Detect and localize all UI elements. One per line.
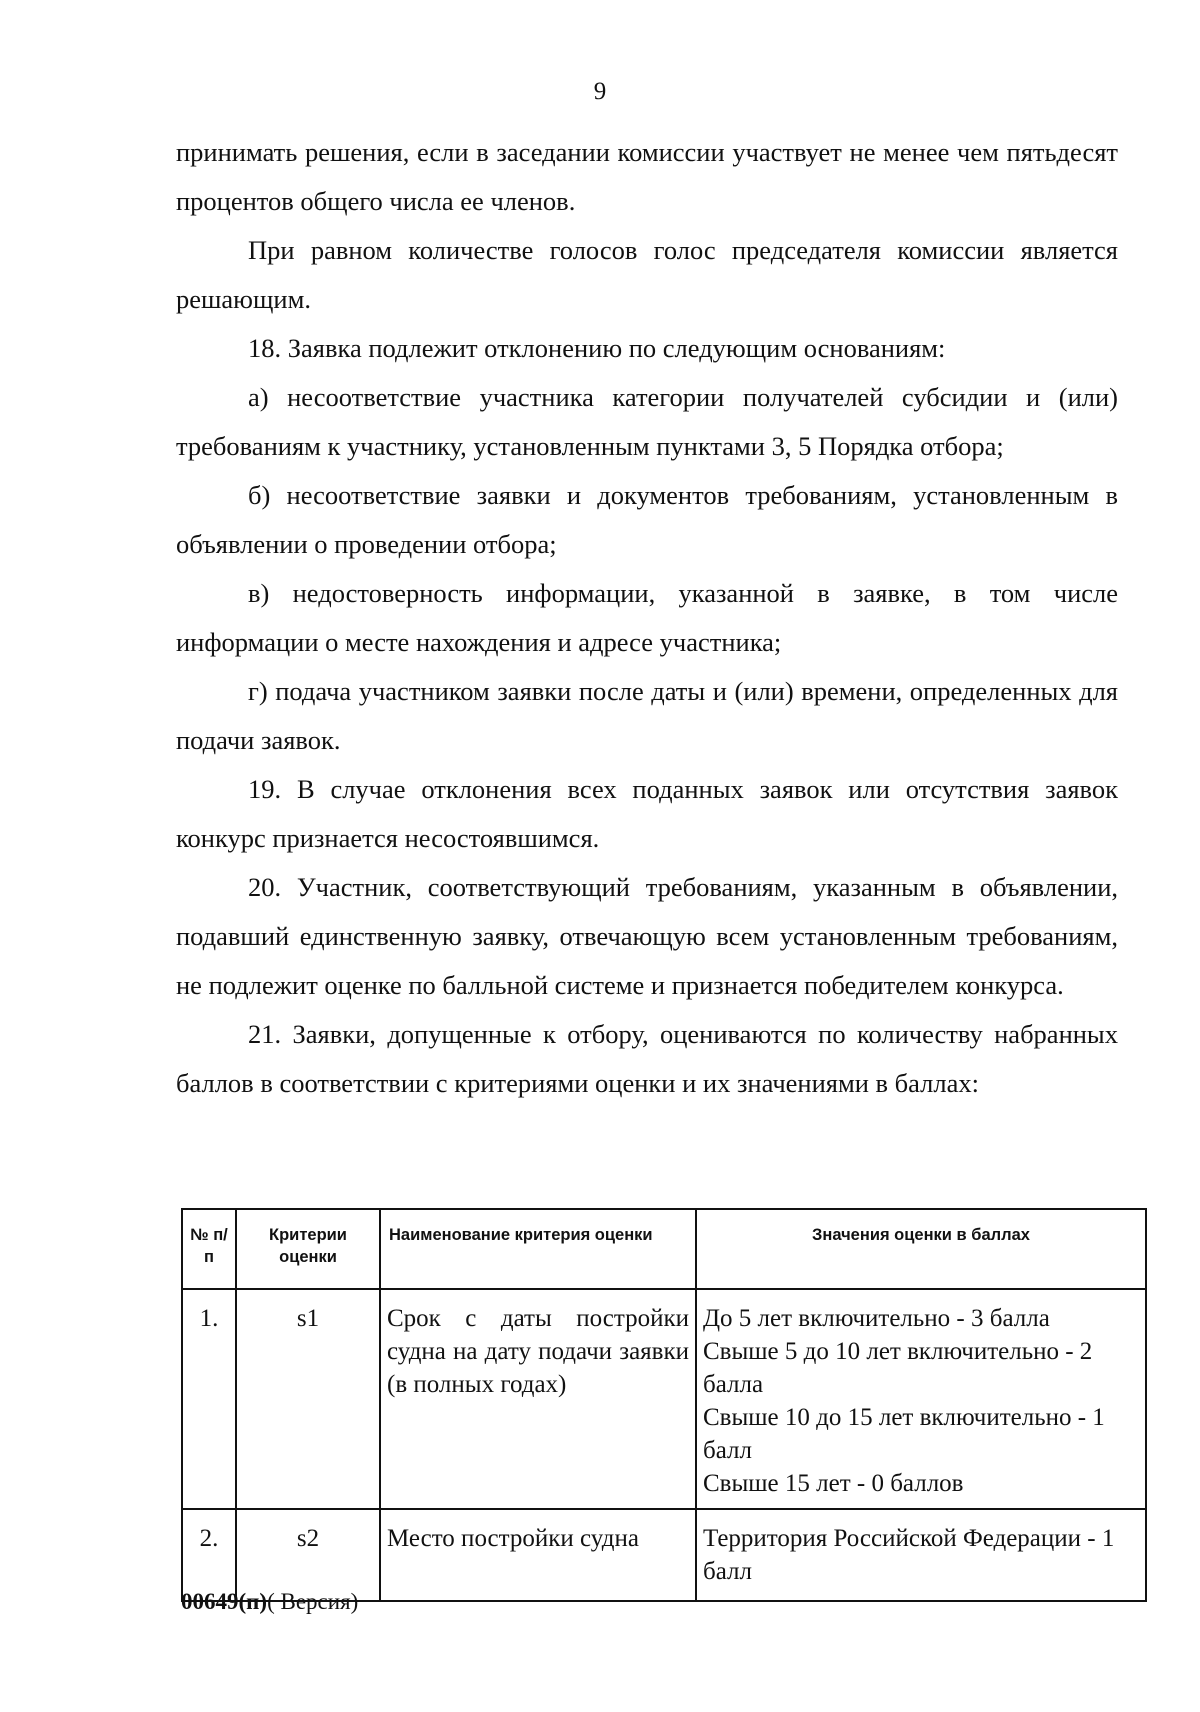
paragraph-18-a: а) несоответствие участника категории получателей субсидии и (или) требованиям к участнику, установленным пунктами 3, 5 Порядка отбора; (176, 382, 1118, 461)
table-row (182, 1509, 1146, 1601)
table-header-row (182, 1209, 1146, 1289)
row-criteria-name: Место постройки судна (380, 1509, 696, 1601)
row-score-values (696, 1509, 1146, 1601)
row-criteria-code: s2 (236, 1509, 380, 1601)
score-value: Свыше 10 до 15 лет включительно - 1 балл (703, 1404, 1105, 1464)
evaluation-criteria-table (181, 1208, 1147, 1602)
table-row (182, 1289, 1146, 1509)
page-number: 9 (593, 78, 607, 105)
document-version: ( Версия) (267, 1589, 359, 1614)
score-value: Территория Российской Федерации - 1 балл (703, 1525, 1115, 1585)
row-criteria-code: s1 (236, 1289, 380, 1509)
paragraph-18-v: в) недостоверность информации, указанной в заявке, в том числе информации о месте нахождения и адресе участника; (176, 578, 1118, 657)
score-value: Свыше 5 до 10 лет включительно - 2 балла (703, 1338, 1093, 1398)
paragraph-18-b: б) несоответствие заявки и документов требованиям, установленным в объявлении о проведении отбора; (176, 480, 1118, 559)
row-num: 2. (182, 1509, 236, 1601)
paragraph-21: 21. Заявки, допущенные к отбору, оцениваются по количеству набранных баллов в соответствии с критериями оценки и их значениями в баллах: (176, 1019, 1118, 1098)
document-footer (181, 1589, 358, 1615)
header-num: № п/п (182, 1209, 236, 1289)
paragraph-18: 18. Заявка подлежит отклонению по следующим основаниям: (248, 333, 946, 363)
header-score-values: Значения оценки в баллах (696, 1209, 1146, 1289)
paragraph-continuation: принимать решения, если в заседании комиссии участвует не менее чем пятьдесят процентов общего числа ее членов. (176, 137, 1118, 216)
row-criteria-name: Срок с даты постройки судна на дату подачи заявки (в полных годах) (380, 1289, 696, 1509)
document-code: 00649(п) (181, 1589, 268, 1614)
row-score-values (696, 1289, 1146, 1509)
body-text (176, 128, 1118, 1108)
row-num: 1. (182, 1289, 236, 1509)
header-criteria-code: Критерии оценки (236, 1209, 380, 1289)
paragraph-19: 19. В случае отклонения всех поданных заявок или отсутствия заявок конкурс признается несостоявшимся. (176, 774, 1118, 853)
paragraph-18-g: г) подача участником заявки после даты и (или) времени, определенных для подачи заявок. (176, 676, 1118, 755)
score-value: Свыше 15 лет - 0 баллов (703, 1470, 964, 1497)
paragraph-tie-vote: При равном количестве голосов голос председателя комиссии является решающим. (176, 235, 1118, 314)
paragraph-20: 20. Участник, соответствующий требованиям, указанным в объявлении, подавший единственную заявку, отвечающую всем установленным требованиям, не подлежит оценке по балльной системе и признается победителем конкурса. (176, 872, 1118, 1000)
score-value: До 5 лет включительно - 3 балла (703, 1305, 1050, 1332)
header-criteria-name: Наименование критерия оценки (380, 1209, 696, 1289)
